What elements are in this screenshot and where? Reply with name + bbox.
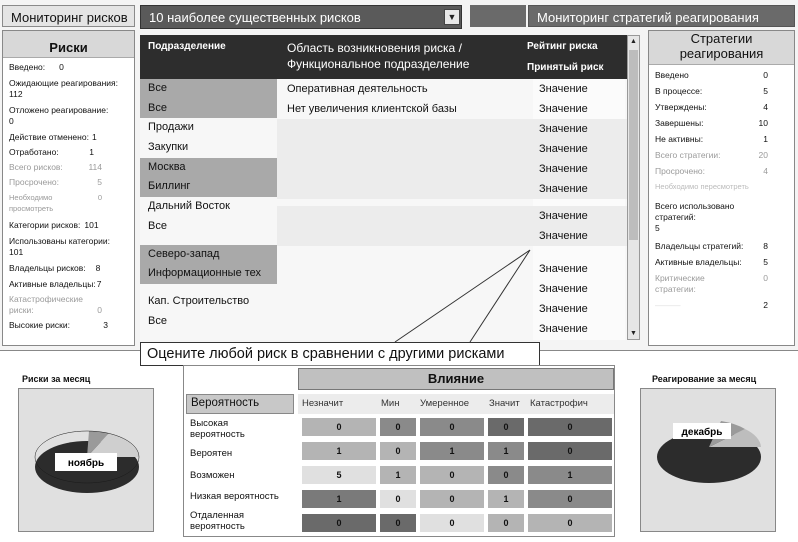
- matrix-cell[interactable]: 0: [380, 514, 416, 532]
- matrix-cell[interactable]: 0: [302, 418, 376, 436]
- risk-monitoring-title-text: Мониторинг рисков: [11, 10, 128, 25]
- metric-value: 8: [763, 241, 768, 251]
- row-label-line: Низкая вероятность: [190, 491, 279, 502]
- col-header: Значит: [489, 398, 520, 409]
- risk-value: Значение: [539, 323, 588, 335]
- row-label-line: Отдаленная: [190, 510, 244, 521]
- metric-label: В процессе:: [655, 86, 703, 96]
- row-label-line: Возможен: [190, 470, 235, 481]
- risk-value: Значение: [539, 143, 588, 155]
- metric-label: Отработано:: [9, 147, 59, 157]
- risk-value: Значение: [539, 230, 588, 242]
- matrix-cell[interactable]: 0: [420, 466, 484, 484]
- col-header: Умеренное: [420, 398, 470, 409]
- faded-line: ———: [655, 300, 681, 310]
- metric-label: Всего рисков:: [9, 162, 63, 172]
- metric-label: Необходимо пересмотреть: [655, 182, 749, 191]
- row-label-line: Вероятен: [190, 448, 233, 459]
- metric-label: Катастрофические: [9, 294, 83, 304]
- metric-value: 1: [763, 134, 768, 144]
- metric-value: 0: [9, 116, 14, 126]
- scroll-up-icon[interactable]: ▲: [630, 38, 637, 45]
- metric-label: Введено:: [9, 62, 46, 72]
- right-pie-label: декабрь: [681, 427, 723, 438]
- metric-label: Владельцы рисков:: [9, 263, 86, 273]
- metric-label: Не активны:: [655, 134, 704, 144]
- metric-value: 8: [95, 263, 101, 273]
- metric-value: 101: [84, 220, 99, 230]
- strategy-monitoring-title-text: Мониторинг стратегий реагирования: [537, 10, 759, 25]
- risk-matrix: [183, 365, 615, 537]
- chevron-down-icon[interactable]: ▼: [444, 9, 460, 25]
- dept-item[interactable]: Все: [140, 99, 277, 119]
- left-chart-box: [18, 388, 154, 532]
- dept-item[interactable]: Дальний Восток: [148, 200, 230, 213]
- matrix-cell[interactable]: 0: [380, 442, 416, 460]
- metric-value: 7: [96, 279, 102, 289]
- metric-label: Категории рисков:: [9, 220, 81, 230]
- col-header: Катастрофич: [530, 398, 588, 409]
- matrix-cell[interactable]: 5: [302, 466, 376, 484]
- col-area-header: Область возникновения риска / Функциональное подразделение: [287, 41, 470, 71]
- risk-value: Значение: [539, 283, 588, 295]
- matrix-cell[interactable]: 0: [420, 490, 484, 508]
- metric-label: Использованы категории:: [9, 236, 110, 246]
- matrix-cell[interactable]: 0: [420, 514, 484, 532]
- callout-box: Оцените любой риск в сравнении с другими рисками: [140, 342, 540, 366]
- metric-value: 101: [9, 247, 24, 257]
- row-label-line: вероятность: [190, 429, 245, 440]
- metric-label: Действие отменено:: [9, 132, 89, 142]
- dept-item[interactable]: Биллинг: [140, 177, 277, 197]
- metric-value: 5: [763, 86, 768, 96]
- risk-value: Значение: [539, 163, 588, 175]
- probability-header: Вероятность: [186, 394, 294, 414]
- metric-label: Всего стратегии:: [655, 150, 721, 160]
- metric-value: 0: [97, 305, 102, 315]
- right-chart-box: [640, 388, 776, 532]
- metric-value: 5: [763, 257, 768, 267]
- matrix-cell[interactable]: 0: [302, 514, 376, 532]
- matrix-cell[interactable]: 0: [528, 514, 612, 532]
- dropdown-value: 10 наиболее существенных рисков: [149, 10, 361, 25]
- matrix-cell[interactable]: 0: [528, 418, 612, 436]
- scroll-down-icon[interactable]: ▼: [630, 330, 637, 337]
- metric-value: 112: [9, 89, 23, 99]
- risk-area: Нет увеличения клиентской базы: [287, 103, 457, 115]
- metric-value: 5: [97, 177, 102, 187]
- metric-label: Просрочено:: [655, 166, 706, 176]
- metric-value: 4: [763, 102, 768, 112]
- risk-value: Значение: [539, 263, 588, 275]
- dept-item[interactable]: Все: [148, 219, 167, 232]
- title-line: реагирования: [679, 46, 764, 61]
- risks-panel-title: Риски: [3, 31, 134, 58]
- row-label: [190, 418, 245, 440]
- metric-label: Отложено реагирование:: [9, 105, 109, 115]
- metric-value: 3: [103, 320, 108, 330]
- metric-value: 5: [655, 223, 660, 233]
- matrix-cell[interactable]: 0: [380, 418, 416, 436]
- influence-header: Влияние: [298, 368, 614, 390]
- col-header: Незначит: [302, 398, 344, 409]
- risk-value: Значение: [539, 183, 588, 195]
- metric-label: Всего использовано стратегий:: [655, 201, 735, 222]
- matrix-cell[interactable]: 0: [488, 466, 524, 484]
- matrix-cell[interactable]: 0: [528, 442, 612, 460]
- metric-label: Введено: [655, 70, 689, 80]
- row-label: [190, 470, 234, 481]
- risk-area: Оперативная деятельность: [287, 83, 428, 95]
- metric-label: риски:: [9, 305, 34, 315]
- row-label-line: вероятность: [190, 521, 245, 532]
- risk-value: Значение: [539, 83, 588, 95]
- metric-value: 1: [91, 132, 97, 142]
- dept-item[interactable]: Закупки: [148, 141, 189, 154]
- dept-item[interactable]: Продажи: [148, 121, 194, 134]
- metric-value: 20: [758, 150, 768, 160]
- dept-item[interactable]: Кап. Строительство: [148, 294, 250, 307]
- row-label: [190, 491, 279, 502]
- left-pie-label: ноябрь: [67, 458, 105, 469]
- dept-item[interactable]: Москва: [140, 158, 277, 178]
- dept-item[interactable]: Все: [148, 314, 167, 327]
- metric-value: 0: [59, 62, 64, 72]
- matrix-cell[interactable]: 0: [420, 418, 484, 436]
- metric-label: Активные владельцы:: [9, 279, 96, 289]
- department-list-header: Подразделение: [140, 35, 277, 79]
- matrix-cell[interactable]: 0: [488, 418, 524, 436]
- metric-label: Просрочено:: [9, 177, 60, 187]
- metric-value: 1: [89, 147, 94, 157]
- risk-value: Значение: [539, 123, 588, 135]
- matrix-cell[interactable]: 0: [488, 514, 524, 532]
- dept-item[interactable]: Северо-запад: [140, 245, 277, 265]
- metric-label: Утверждены:: [655, 102, 707, 112]
- metric-value: 4: [763, 166, 768, 176]
- metric-value: 2: [763, 300, 768, 310]
- matrix-cell[interactable]: 0: [380, 490, 416, 508]
- metric-label: Владельцы стратегий:: [655, 241, 744, 251]
- row-label-line: Высокая: [190, 418, 229, 429]
- metric-value: 0: [97, 193, 102, 202]
- risk-value: Значение: [539, 303, 588, 315]
- matrix-cell[interactable]: 1: [302, 442, 376, 460]
- matrix-cell[interactable]: 1: [302, 490, 376, 508]
- row-label: [190, 448, 232, 459]
- matrix-cell[interactable]: 1: [420, 442, 484, 460]
- matrix-cell[interactable]: 1: [380, 466, 416, 484]
- metric-label: Завершены:: [655, 118, 704, 128]
- title-line: Стратегии: [690, 31, 753, 46]
- dept-item[interactable]: Все: [140, 79, 277, 99]
- col-accepted-header[interactable]: Принятый риск: [527, 62, 604, 73]
- left-pie-chart: [19, 389, 155, 533]
- metric-label: Высокие риски:: [9, 320, 70, 330]
- metric-value: 0: [763, 273, 768, 283]
- left-chart-title: Риски за месяц: [22, 374, 91, 384]
- dept-item[interactable]: Информационные тех: [140, 264, 277, 284]
- col-header: Мин: [381, 398, 400, 409]
- metric-value: 114: [88, 162, 102, 172]
- risk-value: Значение: [539, 103, 588, 115]
- metric-label: Активные владельцы:: [655, 257, 742, 267]
- matrix-cell[interactable]: 1: [488, 490, 524, 508]
- metric-value: 10: [758, 118, 768, 128]
- matrix-cell[interactable]: 0: [528, 490, 612, 508]
- matrix-cell[interactable]: 1: [488, 442, 524, 460]
- metric-label: Необходимо просмотреть: [9, 193, 54, 213]
- metric-label: Критические стратегии:: [655, 273, 705, 294]
- right-pie-chart: [641, 389, 777, 533]
- row-label: [190, 510, 245, 532]
- risk-value: Значение: [539, 210, 588, 222]
- col-rating-header[interactable]: Рейтинг риска: [527, 41, 598, 52]
- metric-label: Ожидающие реагирования:: [9, 78, 118, 88]
- metric-value: 0: [763, 70, 768, 80]
- matrix-cell[interactable]: 1: [528, 466, 612, 484]
- right-chart-title: Реагирование за месяц: [652, 374, 757, 384]
